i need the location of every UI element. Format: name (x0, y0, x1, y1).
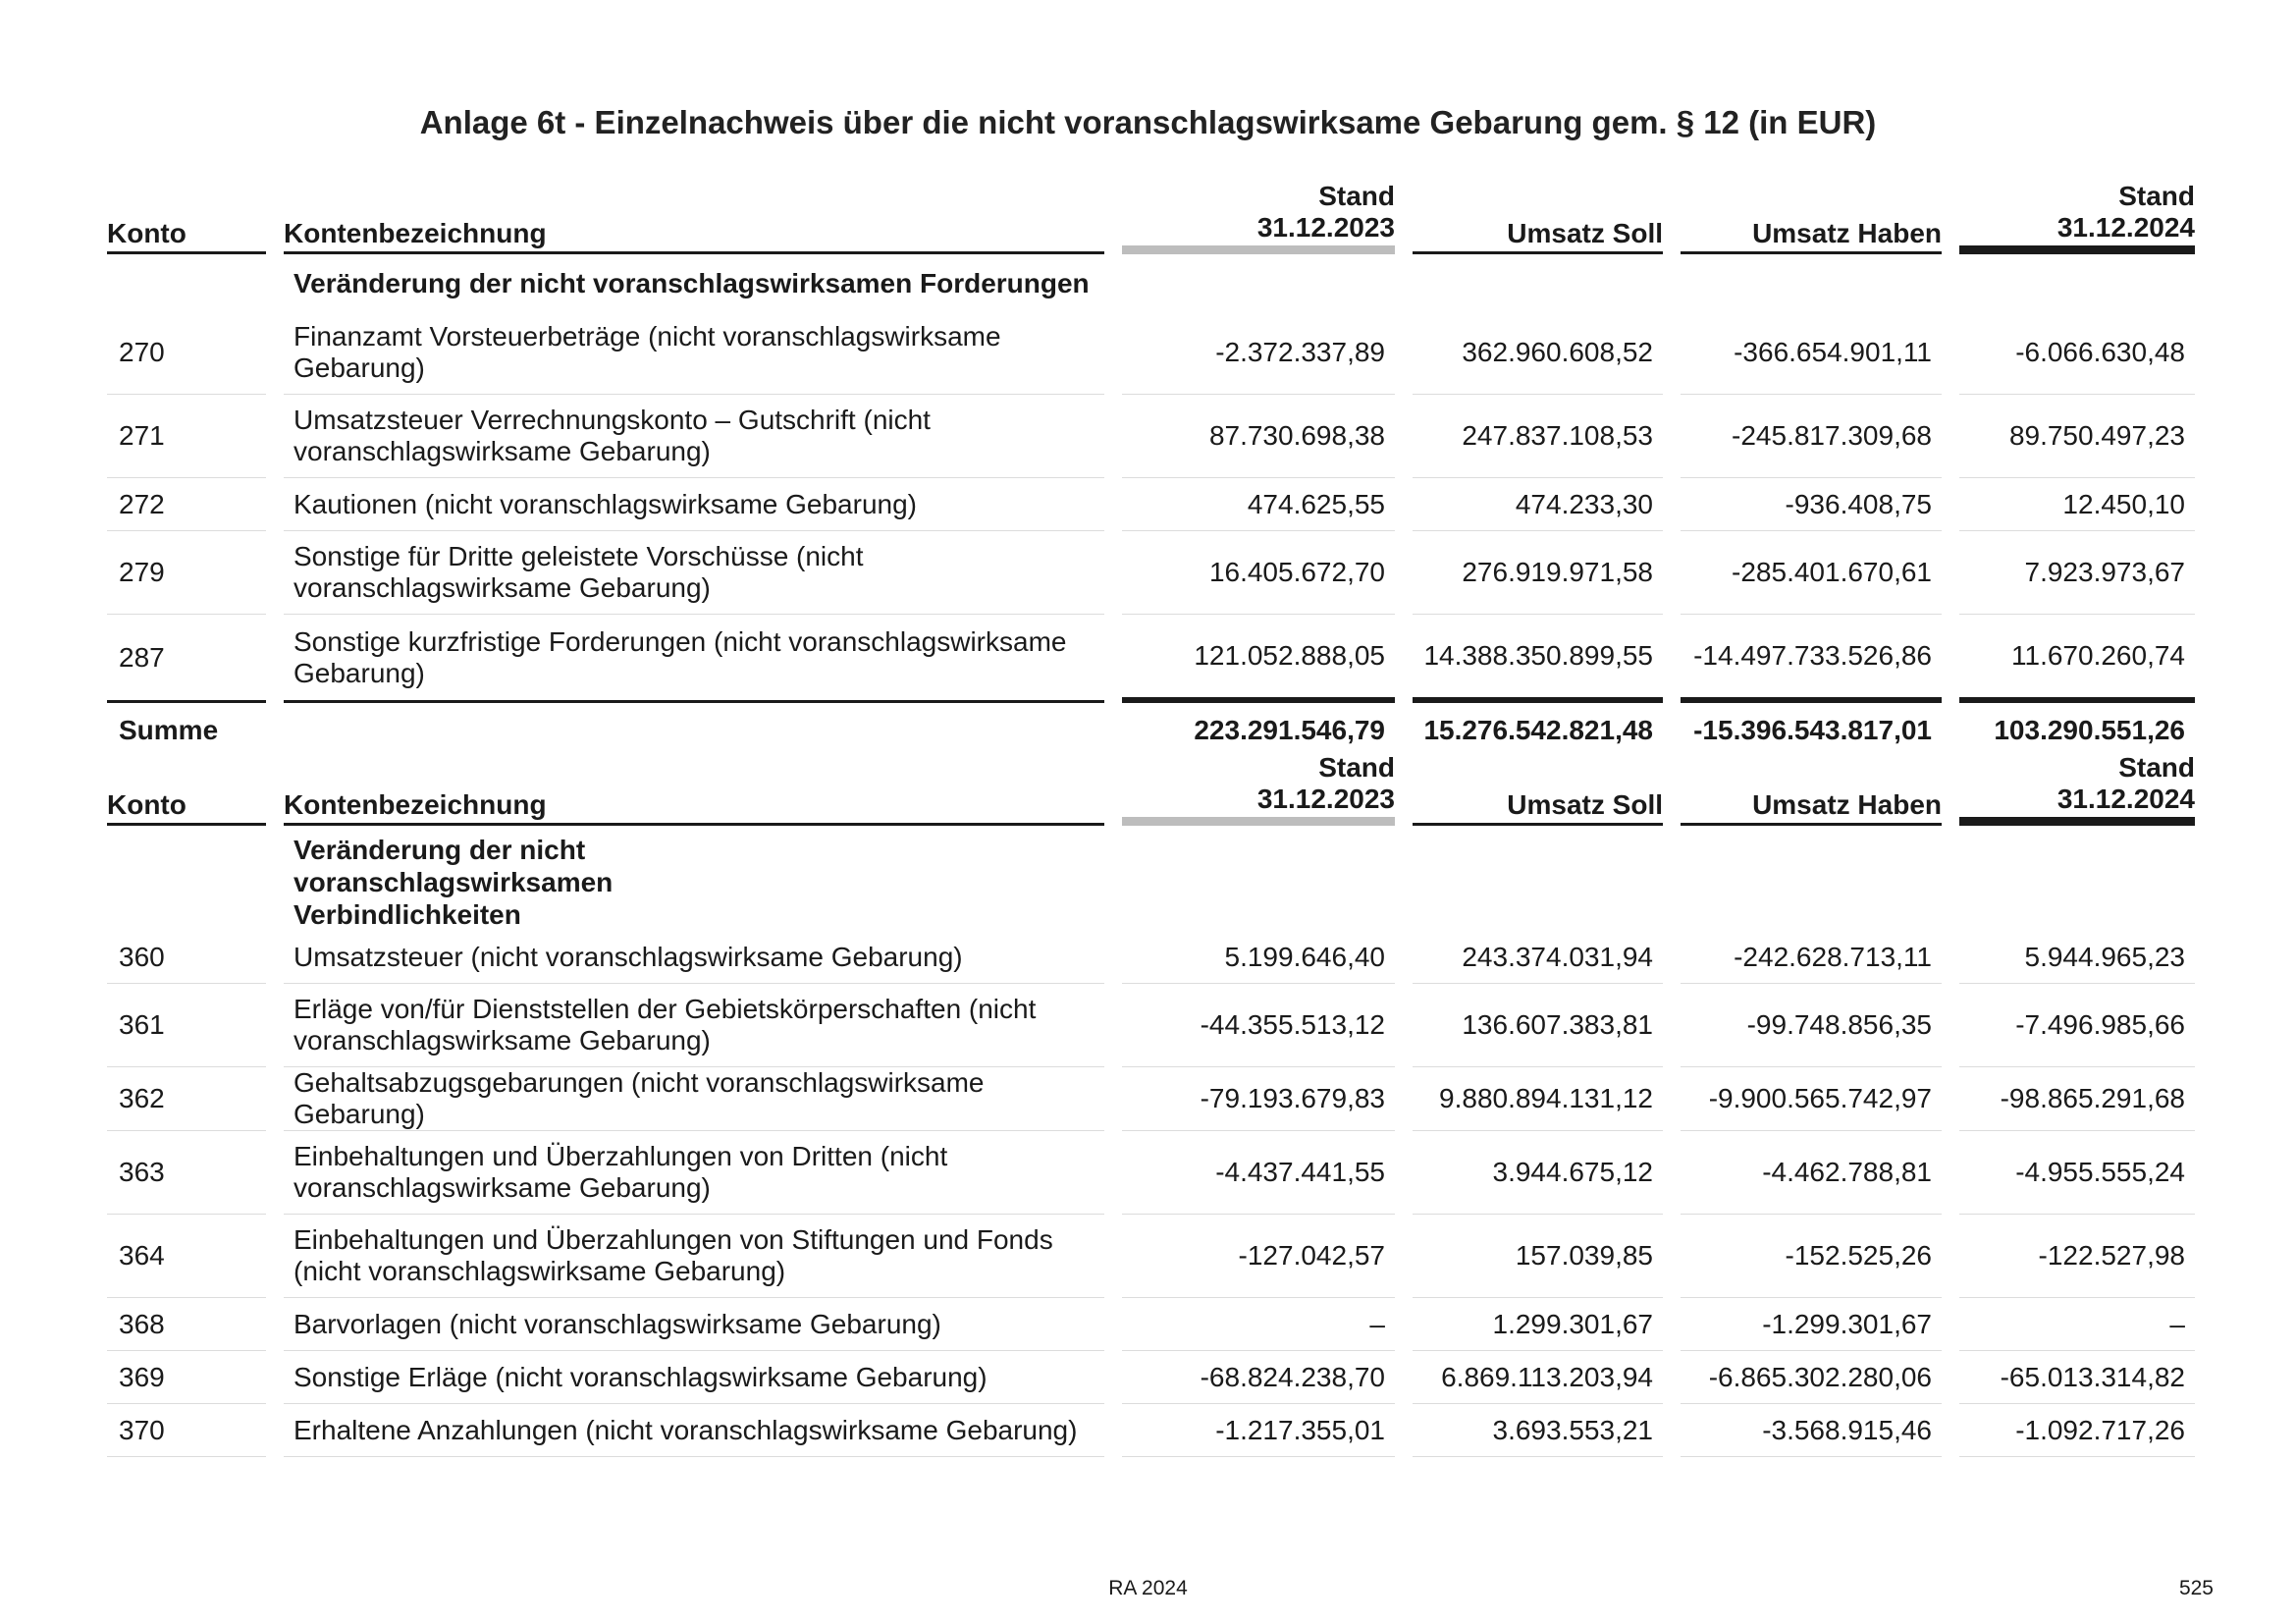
stand-2023-cell: -2.372.337,89 (1122, 311, 1395, 395)
umsatz-soll-cell: 243.374.031,94 (1413, 931, 1663, 984)
table-row (107, 1351, 2195, 1404)
table-row (107, 531, 2195, 615)
umsatz-haben-cell: -1.299.301,67 (1681, 1298, 1942, 1351)
stand-2024-cell: -1.092.717,26 (1959, 1404, 2195, 1457)
bezeichnung-cell: Sonstige für Dritte geleistete Vorschüsse (nicht voranschlagswirksame Gebarung) (284, 531, 1104, 615)
table-row (107, 1404, 2195, 1457)
umsatz-soll-cell: 6.869.113.203,94 (1413, 1351, 1663, 1404)
umsatz-haben-cell: -6.865.302.280,06 (1681, 1351, 1942, 1404)
header-stand-2023: Stand 31.12.2023 (1122, 727, 1395, 826)
page-title: Anlage 6t - Einzelnachweis über die nicht voranschlagswirksame Gebarung gem. § 12 (in EUR) (419, 104, 1877, 140)
bezeichnung-cell: Gehaltsabzugsgebarungen (nicht voranschlagswirksame Gebarung) (284, 1067, 1104, 1131)
umsatz-soll-cell: 157.039,85 (1413, 1215, 1663, 1298)
header-umsatz-soll: Umsatz Soll (1413, 155, 1663, 254)
umsatz-haben-cell: -9.900.565.742,97 (1681, 1067, 1942, 1131)
konto-cell: 361 (107, 984, 266, 1067)
stand-2024-cell: – (1959, 1298, 2195, 1351)
konto-cell: 287 (107, 615, 266, 703)
table-row (107, 311, 2195, 395)
konto-cell: 363 (107, 1131, 266, 1215)
table-row (107, 615, 2195, 703)
sum-umsatz-soll: 15.276.542.821,48 (1423, 715, 1653, 745)
stand-2024-cell: 5.944.965,23 (1959, 931, 2195, 984)
section-heading: Veränderung der nicht voranschlagswirksamen Forderungen (294, 267, 1090, 298)
stand-2023-cell: – (1122, 1298, 1395, 1351)
header-stand-2023: Stand 31.12.2023 (1122, 155, 1395, 254)
stand-2024-cell: 11.670.260,74 (1959, 615, 2195, 703)
umsatz-soll-cell: 276.919.971,58 (1413, 531, 1663, 615)
konto-cell: 279 (107, 531, 266, 615)
stand-2023-cell: 121.052.888,05 (1122, 615, 1395, 703)
bezeichnung-cell: Kautionen (nicht voranschlagswirksame Gebarung) (284, 478, 1104, 531)
umsatz-soll-cell: 14.388.350.899,55 (1413, 615, 1663, 703)
konto-cell: 360 (107, 931, 266, 984)
bezeichnung-cell: Einbehaltungen und Überzahlungen von Dritten (nicht voranschlagswirksame Gebarung) (284, 1131, 1104, 1215)
stand-2024-cell: -98.865.291,68 (1959, 1067, 2195, 1131)
umsatz-haben-cell: -3.568.915,46 (1681, 1404, 1942, 1457)
header-umsatz-soll: Umsatz Soll (1413, 727, 1663, 826)
stand-2023-cell: 5.199.646,40 (1122, 931, 1395, 984)
stand-2024-cell: -122.527,98 (1959, 1215, 2195, 1298)
umsatz-soll-cell: 136.607.383,81 (1413, 984, 1663, 1067)
header-stand-2024: Stand 31.12.2024 (1959, 155, 2195, 254)
umsatz-haben-cell: -245.817.309,68 (1681, 395, 1942, 478)
stand-2023-cell: -127.042,57 (1122, 1215, 1395, 1298)
header-konto: Konto (107, 727, 266, 826)
bezeichnung-cell: Umsatzsteuer (nicht voranschlagswirksame Gebarung) (284, 931, 1104, 984)
table-row (107, 1131, 2195, 1215)
sum-stand-2023: 223.291.546,79 (1194, 715, 1385, 745)
footer-report-label: RA 2024 (1108, 1577, 1188, 1599)
umsatz-haben-cell: -285.401.670,61 (1681, 531, 1942, 615)
bezeichnung-cell: Umsatzsteuer Verrechnungskonto – Gutschrift (nicht voranschlagswirksame Gebarung) (284, 395, 1104, 478)
stand-2023-cell: -79.193.679,83 (1122, 1067, 1395, 1131)
table-row (107, 1298, 2195, 1351)
header-stand-2024: Stand 31.12.2024 (1959, 727, 2195, 826)
table-header (107, 155, 2195, 254)
konto-cell: 369 (107, 1351, 266, 1404)
bezeichnung-cell: Erläge von/für Dienststellen der Gebietskörperschaften (nicht voranschlagswirksame Gebarung) (284, 984, 1104, 1067)
umsatz-soll-cell: 3.944.675,12 (1413, 1131, 1663, 1215)
stand-2023-cell: -44.355.513,12 (1122, 984, 1395, 1067)
table-row (107, 1215, 2195, 1298)
umsatz-soll-cell: 3.693.553,21 (1413, 1404, 1663, 1457)
sum-umsatz-haben: -15.396.543.817,01 (1693, 715, 1932, 745)
bezeichnung-cell: Sonstige Erläge (nicht voranschlagswirksame Gebarung) (284, 1351, 1104, 1404)
stand-2023-cell: 87.730.698,38 (1122, 395, 1395, 478)
umsatz-haben-cell: -242.628.713,11 (1681, 931, 1942, 984)
umsatz-soll-cell: 9.880.894.131,12 (1413, 1067, 1663, 1131)
bezeichnung-cell: Barvorlagen (nicht voranschlagswirksame Gebarung) (284, 1298, 1104, 1351)
konto-cell: 362 (107, 1067, 266, 1131)
bezeichnung-cell: Erhaltene Anzahlungen (nicht voranschlagswirksame Gebarung) (284, 1404, 1104, 1457)
konto-cell: 272 (107, 478, 266, 531)
header-bezeichnung: Kontenbezeichnung (284, 155, 1104, 254)
forderungen-table (107, 155, 2195, 758)
bezeichnung-cell: Einbehaltungen und Überzahlungen von Stiftungen und Fonds (nicht voranschlagswirksame Gebarung) (284, 1215, 1104, 1298)
konto-cell: 368 (107, 1298, 266, 1351)
stand-2024-cell: -7.496.985,66 (1959, 984, 2195, 1067)
bezeichnung-cell: Sonstige kurzfristige Forderungen (nicht voranschlagswirksame Gebarung) (284, 615, 1104, 703)
umsatz-haben-cell: -152.525,26 (1681, 1215, 1942, 1298)
section-heading-row (107, 254, 2195, 311)
table-row (107, 1067, 2195, 1131)
stand-2024-cell: 7.923.973,67 (1959, 531, 2195, 615)
section-heading-row (107, 826, 2195, 931)
page-number: 525 (2178, 1577, 2214, 1599)
konto-cell: 271 (107, 395, 266, 478)
umsatz-soll-cell: 247.837.108,53 (1413, 395, 1663, 478)
stand-2024-cell: -4.955.555,24 (1959, 1131, 2195, 1215)
sum-stand-2024: 103.290.551,26 (1994, 715, 2185, 745)
umsatz-haben-cell: -99.748.856,35 (1681, 984, 1942, 1067)
table-row (107, 478, 2195, 531)
umsatz-soll-cell: 362.960.608,52 (1413, 311, 1663, 395)
stand-2024-cell: 89.750.497,23 (1959, 395, 2195, 478)
header-konto: Konto (107, 155, 266, 254)
konto-cell: 364 (107, 1215, 266, 1298)
umsatz-soll-cell: 474.233,30 (1413, 478, 1663, 531)
section-heading: Veränderung der nicht voranschlagswirksamen Verbindlichkeiten (294, 835, 614, 930)
stand-2024-cell: 12.450,10 (1959, 478, 2195, 531)
stand-2023-cell: -4.437.441,55 (1122, 1131, 1395, 1215)
stand-2023-cell: 474.625,55 (1122, 478, 1395, 531)
umsatz-haben-cell: -366.654.901,11 (1681, 311, 1942, 395)
table-row (107, 395, 2195, 478)
konto-cell: 370 (107, 1404, 266, 1457)
umsatz-haben-cell: -4.462.788,81 (1681, 1131, 1942, 1215)
header-umsatz-haben: Umsatz Haben (1681, 155, 1942, 254)
header-bezeichnung: Kontenbezeichnung (284, 727, 1104, 826)
stand-2024-cell: -65.013.314,82 (1959, 1351, 2195, 1404)
konto-cell: 270 (107, 311, 266, 395)
table-row (107, 984, 2195, 1067)
umsatz-haben-cell: -14.497.733.526,86 (1681, 615, 1942, 703)
stand-2023-cell: 16.405.672,70 (1122, 531, 1395, 615)
table-header (107, 727, 2195, 826)
umsatz-soll-cell: 1.299.301,67 (1413, 1298, 1663, 1351)
sum-label: Summe (119, 715, 219, 745)
stand-2023-cell: -68.824.238,70 (1122, 1351, 1395, 1404)
table-row (107, 931, 2195, 984)
stand-2024-cell: -6.066.630,48 (1959, 311, 2195, 395)
stand-2023-cell: -1.217.355,01 (1122, 1404, 1395, 1457)
umsatz-haben-cell: -936.408,75 (1681, 478, 1942, 531)
header-umsatz-haben: Umsatz Haben (1681, 727, 1942, 826)
verbindlichkeiten-table (107, 727, 2195, 1457)
bezeichnung-cell: Finanzamt Vorsteuerbeträge (nicht voranschlagswirksame Gebarung) (284, 311, 1104, 395)
